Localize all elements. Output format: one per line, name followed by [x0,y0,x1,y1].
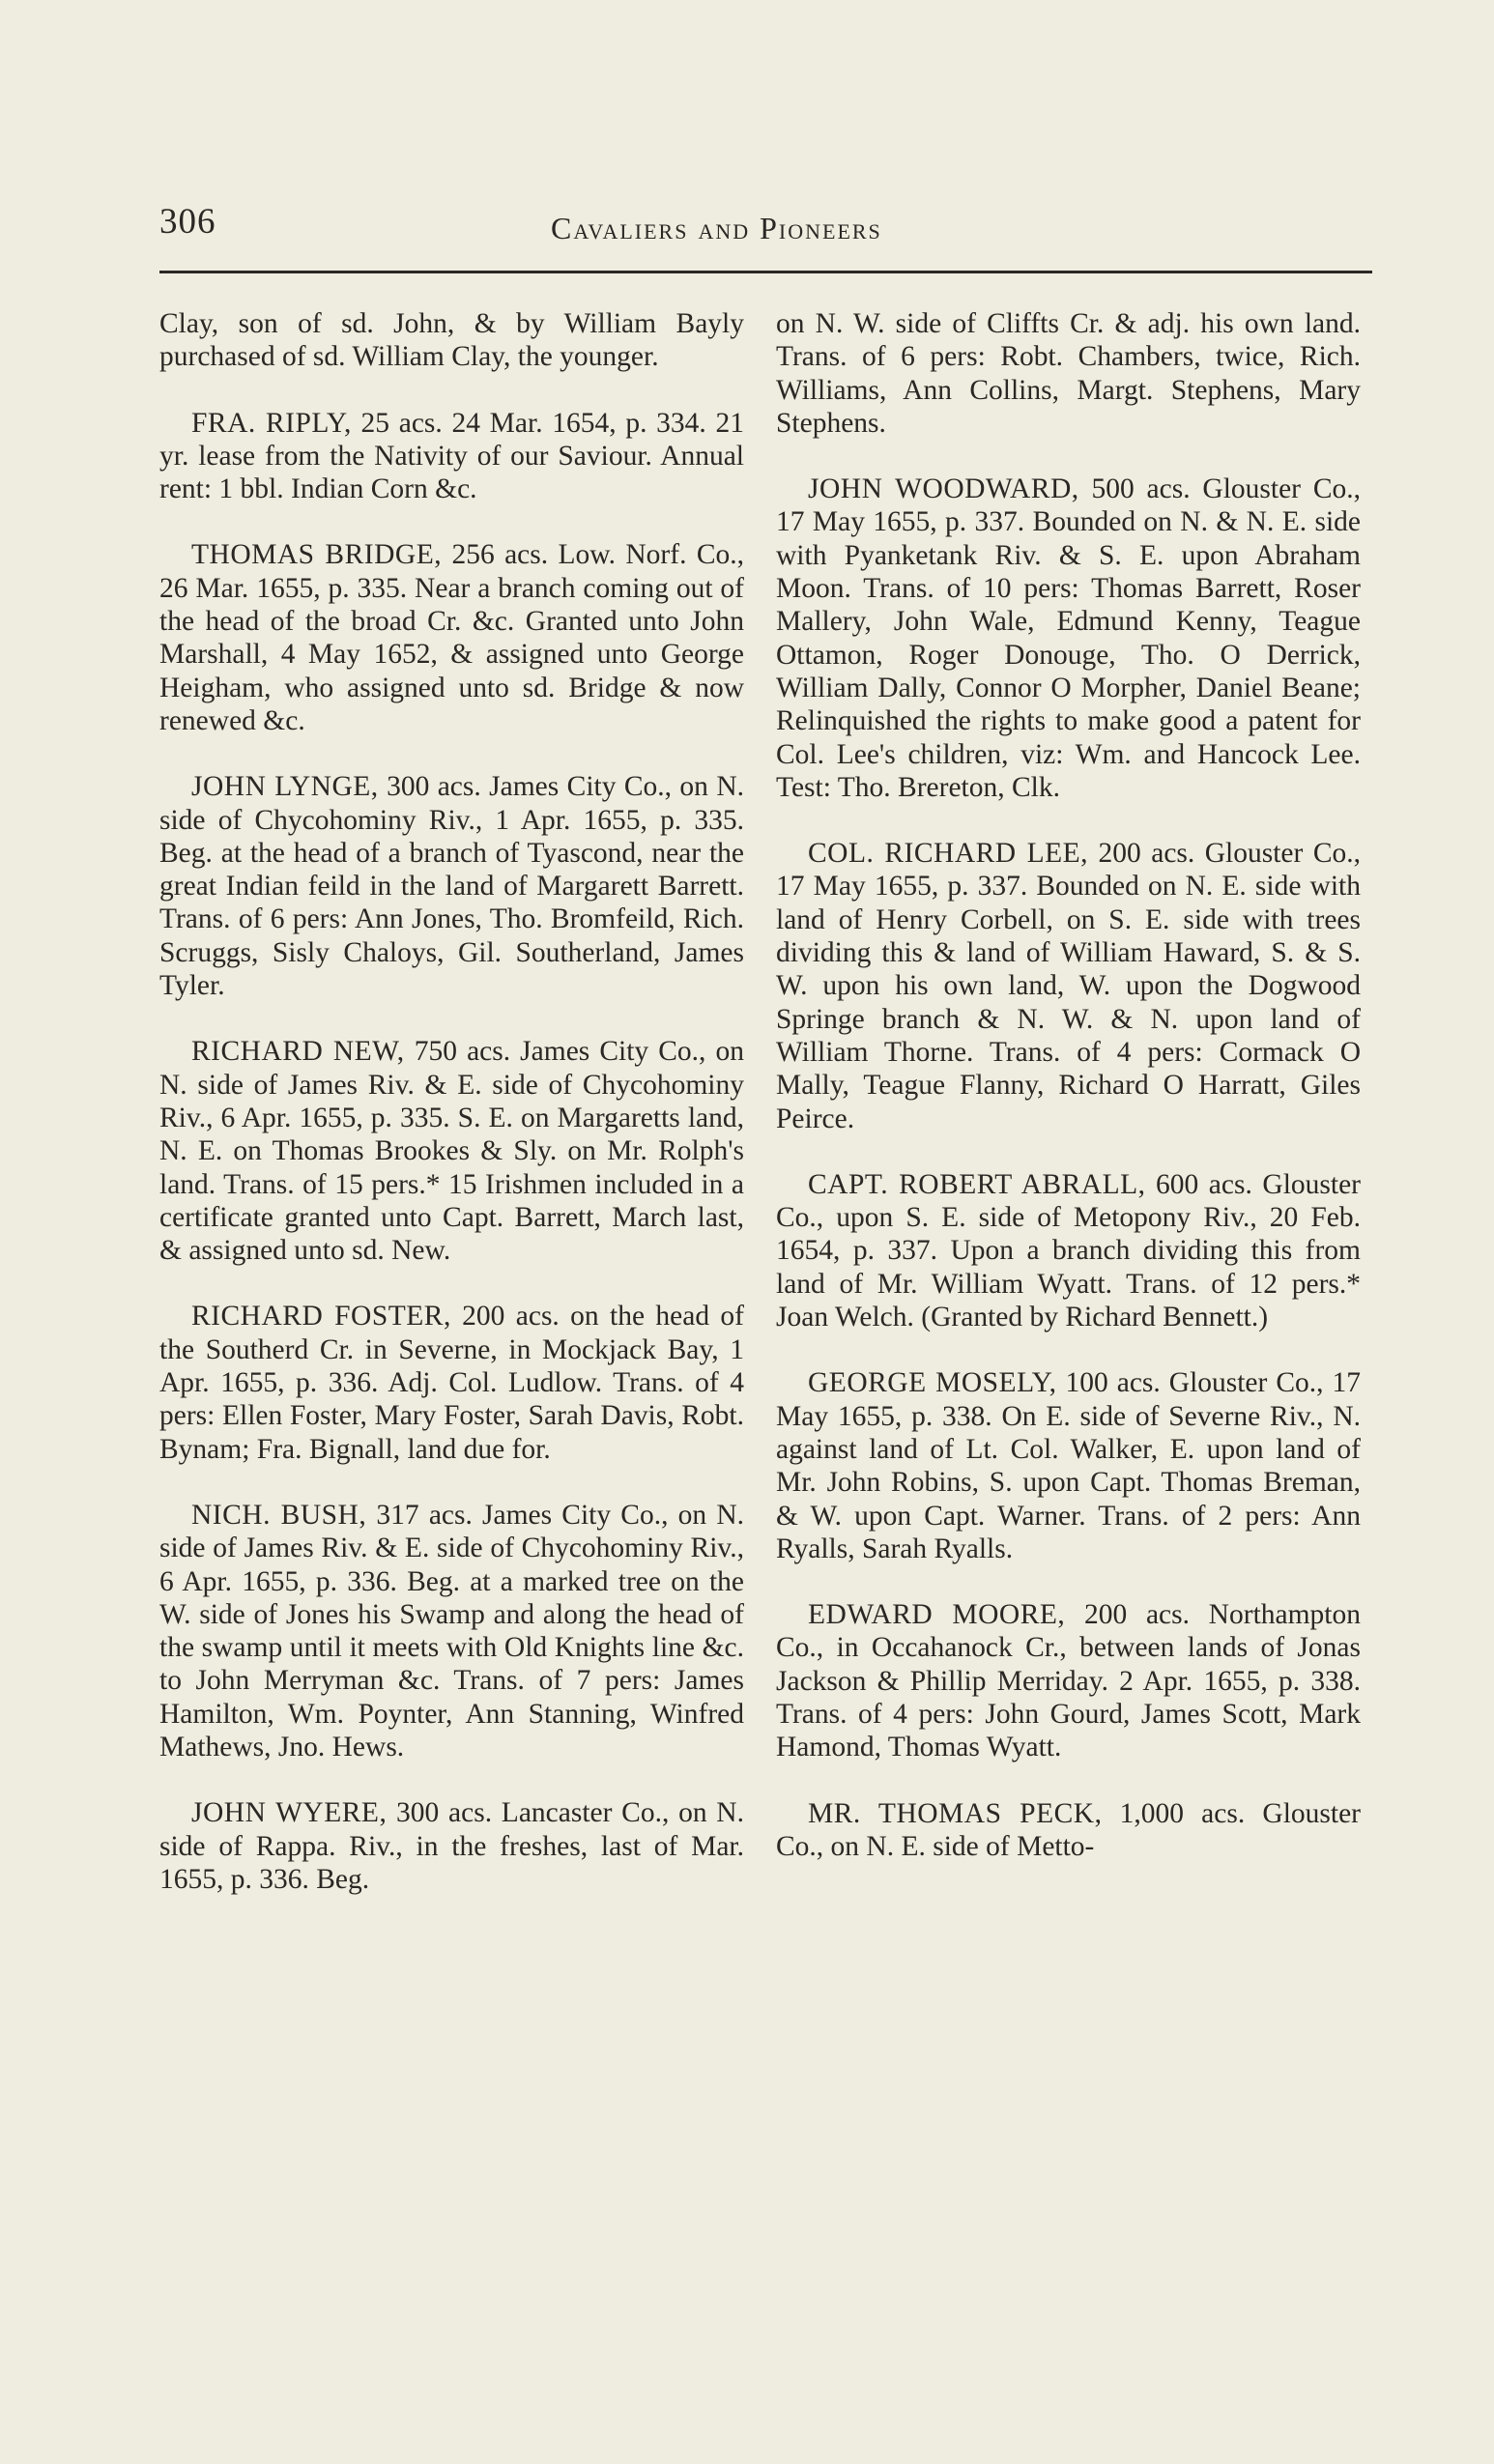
patent-entry [776,1598,1361,1763]
patent-entry [776,1168,1361,1333]
entry-text: 200 acs. on the head of the Southerd Cr. in Severne, in Mockjack Bay, 1 Apr. 1655, p. 336. Adj. Col. Ludlow. Trans. of 4 pers: Ellen Foster, Mary Foster, Sarah Davis, Robt. Bynam; Fra. Bignall, land due for. [159,1301,744,1465]
page-number: 306 [159,202,216,242]
entry-text: 300 acs. James City Co., on N. side of Chycohominy Riv., 1 Apr. 1655, p. 335. Beg. at the head of a branch of Tyascond, near the great Indian feild in the land of Margarett Barrett. Trans. of 6 pers: Ann Jones, Tho. Bromfeild, Rich. Scruggs, Sisly Chaloys, Gil. Southerland, James Tyler. [159,771,745,1002]
patent-entry [776,1366,1361,1565]
patent-entry [776,473,1361,804]
entry-text: 300 acs. Lancaster Co., on N. side of Rappa. Riv., in the freshes, last of Mar. 1655, p. 336. Beg. [159,1797,744,1895]
patent-entry [776,837,1361,1135]
entry-text: 600 acs. Glouster Co., upon S. E. side of Metopony Riv., 20 Feb. 1654, p. 337. Upon a branch dividing this from land of Mr. William Wyatt. Trans. of 12 pers.* Joan Welch. (Granted by Richard Bennett.) [776,1168,1361,1333]
left-column [159,307,744,1929]
header-rule [159,271,1372,273]
entry-text: Clay, son of sd. John, & by William Bayly purchased of sd. William Clay, the younger. [159,308,744,373]
entry-text: 1,000 acs. Glouster Co., on N. E. side of Metto- [776,1797,1361,1862]
grantee-name: JOHN LYNGE, [191,771,379,803]
entry-text: 317 acs. James City Co., on N. side of James Riv. & E. side of Chycohominy Riv., 6 Apr. 1655, p. 336. Beg. at a marked tree on the W. side of Jones his Swamp and along the head of the swamp until it meets with Old Knights line &c. to John Merryman &c. Trans. of 7 pers: James Hamilton, Wm. Poynter, Ann Stanning, Winfred Mathews, Jno. Hews. [159,1499,744,1762]
patent-entry [776,307,1361,440]
grantee-name: FRA. RIPLY, [191,407,352,439]
patent-entry [159,770,744,1002]
patent-entry [159,1035,744,1267]
entry-text: 200 acs. Glouster Co., 17 May 1655, p. 337. Bounded on N. E. side with land of Henry Corbell, on S. E. side with trees dividing this & land of William Haward, S. & S. W. upon his own land, W. upon the Dogwood Springe branch & N. W. & N. upon land of William Thorne. Trans. of 4 pers: Cormack O Mally, Teague Flanny, Richard O Harratt, Giles Peirce. [776,838,1361,1134]
patent-entry [159,407,744,506]
grantee-name: NICH. BUSH, [191,1499,367,1531]
entry-text: 256 acs. Low. Norf. Co., 26 Mar. 1655, p. 335. Near a branch coming out of the head of the broad Cr. &c. Granted unto John Marshall, 4 May 1652, & assigned unto George Heigham, who assigned unto sd. Bridge & now renewed &c. [159,539,744,736]
patent-entry [776,1797,1361,1864]
grantee-name: JOHN WOODWARD, [808,473,1079,505]
patent-entry [159,1796,744,1896]
patent-entry [159,1499,744,1763]
patent-entry [159,538,744,737]
entry-text: 200 acs. Northampton Co., in Occahanock Cr., between lands of Jonas Jackson & Phillip Merriday. 2 Apr. 1655, p. 338. Trans. of 4 pers: John Gourd, James Scott, Mark Hamond, Thomas Wyatt. [776,1599,1361,1763]
grantee-name: COL. RICHARD LEE, [808,838,1089,870]
grantee-name: JOHN WYERE, [191,1797,388,1829]
patent-entry [159,307,744,374]
running-title: Cavaliers and Pioneers [551,211,882,245]
grantee-name: RICHARD NEW, [191,1036,405,1068]
grantee-name: GEORGE MOSELY, [808,1367,1057,1399]
entry-text: 500 acs. Glouster Co., 17 May 1655, p. 337. Bounded on N. & N. E. side with Pyanketank Riv. & S. E. upon Abraham Moon. Trans. of 10 pers: Thomas Barrett, Roser Mallery, John Wale, Edmund Kenny, Teague Ottamon, Roger Donouge, Tho. O Derrick, William Dally, Connor O Morpher, Daniel Beane; Relinquished the rights to make good a patent for Col. Lee's children, viz: Wm. and Hancock Lee. Test: Tho. Brereton, Clk. [776,473,1361,803]
patent-entry [159,1300,744,1465]
grantee-name: CAPT. ROBERT ABRALL, [808,1168,1146,1200]
grantee-name: THOMAS BRIDGE, [191,539,443,571]
page-header [159,201,1372,259]
entry-text: on N. W. side of Cliffts Cr. & adj. his own land. Trans. of 6 pers: Robt. Chambers, twice, Rich. Williams, Ann Collins, Margt. Stephens, Mary Stephens. [776,308,1361,439]
entry-text: 25 acs. 24 Mar. 1654, p. 334. 21 yr. lease from the Nativity of our Saviour. Annual rent: 1 bbl. Indian Corn &c. [159,407,745,505]
grantee-name: RICHARD FOSTER, [191,1301,451,1332]
right-column [776,307,1361,1896]
grantee-name: MR. THOMAS PECK, [808,1797,1103,1829]
entry-text: 750 acs. James City Co., on N. side of James Riv. & E. side of Chycohominy Riv., 6 Apr. 1655, p. 335. S. E. on Margaretts land, N. E. on Thomas Brookes & Sly. on Mr. Rolph's land. Trans. of 15 pers.* 15 Irishmen included in a certificate granted unto Capt. Barrett, March last, & assigned unto sd. New. [159,1036,744,1267]
entry-text: 100 acs. Glouster Co., 17 May 1655, p. 338. On E. side of Severne Riv., N. against land of Lt. Col. Walker, E. upon land of Mr. John Robins, S. upon Capt. Thomas Breman, & W. upon Capt. Warner. Trans. of 2 pers: Ann Ryalls, Sarah Ryalls. [776,1367,1361,1564]
grantee-name: EDWARD MOORE, [808,1599,1066,1631]
